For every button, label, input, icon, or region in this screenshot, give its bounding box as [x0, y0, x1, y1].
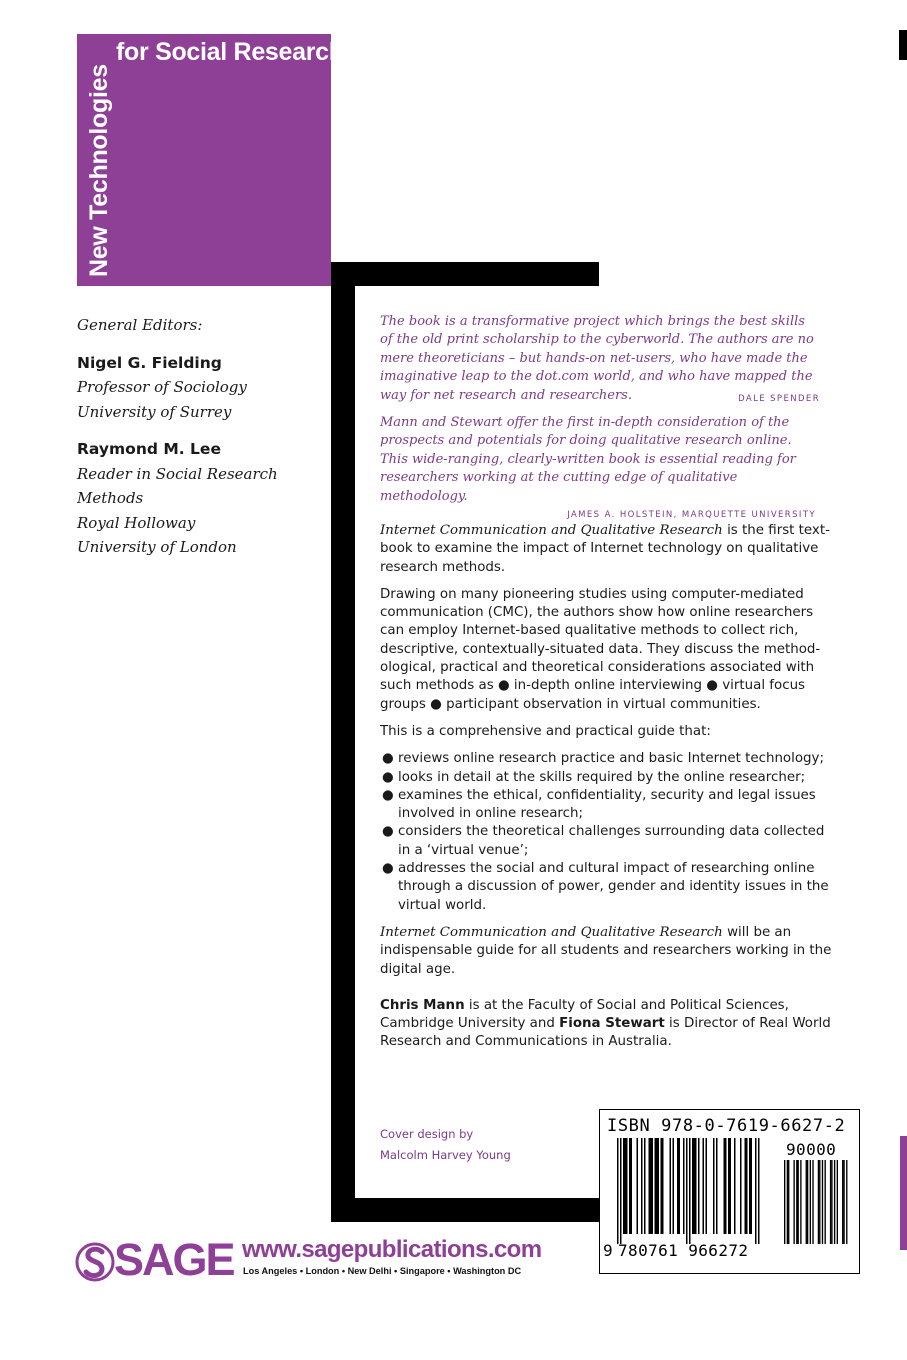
barcode-bar — [724, 1138, 726, 1234]
quote-attribution: DALE SPENDER — [738, 393, 820, 404]
blurb-body — [380, 522, 835, 1061]
list-item: ● considers the theoretical challenges surrounding data collected in a ‘virtual venue’; — [382, 824, 825, 858]
publisher-url[interactable]: www.sagepublications.com — [242, 1236, 542, 1263]
series-title-horizontal: for Social Research — [116, 38, 344, 66]
barcode-bar — [698, 1138, 700, 1234]
quote-text: The book is a transformative project which brings the best skills of the old print scholarship to the cyberworld. The authors are no mere theoreticians – but hands-on net-users, who have made the imaginative leap to the dot.com world, and who have mapped the way for net research and researchers. — [380, 314, 814, 403]
addon-bar — [807, 1160, 808, 1244]
barcode-bar — [730, 1138, 732, 1234]
barcode-bar — [716, 1138, 718, 1234]
review-quote — [380, 414, 820, 524]
editor-line: University of London — [77, 538, 237, 556]
barcode-bar — [623, 1138, 625, 1234]
barcode-bar — [703, 1138, 705, 1234]
blurb-paragraph: This is a comprehensive and practical guide that: — [380, 723, 711, 739]
author-name: Chris Mann — [380, 997, 465, 1013]
publisher-cities: Los Angeles • London • New Delhi • Singapore • Washington DC — [243, 1266, 522, 1276]
editor-line: Royal Holloway — [77, 513, 196, 532]
price-code: 90000 — [786, 1140, 837, 1159]
addon-bar — [822, 1160, 823, 1244]
addon-bar — [812, 1160, 813, 1244]
addon-bar — [798, 1160, 799, 1244]
blurb-paragraph: Drawing on many pioneering studies using computer-mediated communication (CMC), the authors show how online researchers can employ Internet-based qualitative methods to collect rich, descriptive, contextually-situated data. They discuss the method-ological, practical and theoretical considerations associated with such methods as ● in-depth online interviewing ● virtual focus groups ● participant observation in virtual communities. — [380, 586, 821, 712]
list-item: ● examines the ethical, confidentiality, security and legal issues involved in online research; — [382, 787, 816, 822]
addon-bar — [819, 1160, 820, 1244]
barcode-bar — [662, 1138, 664, 1234]
list-item: ● reviews online research practice and basic Internet technology; — [382, 751, 824, 767]
barcode-bar — [637, 1138, 639, 1234]
addon-bar — [837, 1160, 838, 1244]
barcode-bar — [689, 1138, 691, 1244]
editor-line: University of Surrey — [77, 402, 232, 421]
editor-name: Nigel G. Fielding — [77, 353, 222, 372]
barcode-bar — [673, 1138, 675, 1234]
author-name: Fiona Stewart — [559, 1016, 665, 1032]
addon-bar — [831, 1160, 832, 1244]
ean-digits: 780761 966272 — [618, 1241, 749, 1260]
barcode-bar — [713, 1138, 715, 1234]
barcode-bar — [649, 1138, 651, 1234]
barcode-bar — [655, 1138, 657, 1234]
addon-bar — [784, 1160, 785, 1244]
blurb-paragraph: Internet Communication and Qualitative Research is the first text-book to examine the impact of Internet technology on qualitative research methods. — [380, 523, 830, 575]
barcode-bar — [725, 1138, 727, 1234]
barcode-bar — [683, 1138, 685, 1234]
barcode-bar — [686, 1138, 688, 1244]
barcode-bar — [740, 1138, 742, 1234]
corner-crop-mark — [899, 30, 907, 60]
addon-bar — [825, 1160, 826, 1244]
barcode-bar — [626, 1138, 628, 1234]
addon-bar — [796, 1160, 797, 1244]
addon-bar — [834, 1160, 835, 1244]
barcode-bar — [629, 1138, 631, 1234]
series-banner — [77, 34, 331, 286]
barcode-bar — [641, 1138, 643, 1234]
quote-attribution: JAMES A. HOLSTEIN, MARQUETTE UNIVERSITY — [567, 510, 816, 521]
bracket-left-bar — [331, 262, 355, 1222]
addon-bar — [793, 1160, 794, 1244]
barcode-bar — [658, 1138, 660, 1234]
barcode-bar — [661, 1138, 663, 1234]
addon-bar — [788, 1160, 789, 1244]
blurb-paragraph: Internet Communication and Qualitative Research will be an indispensable guide for all students and researchers working in the digital age. — [380, 924, 832, 977]
ean-first-digit: 9 — [603, 1241, 613, 1260]
barcode-bar — [695, 1138, 697, 1234]
method-item: virtual focus groups — [380, 678, 806, 712]
barcode-bar — [652, 1138, 654, 1234]
addon-barcode — [784, 1160, 850, 1244]
ean-barcode — [617, 1138, 769, 1244]
barcode-bar — [692, 1138, 694, 1234]
barcode-bar — [751, 1138, 753, 1234]
editor-line: Reader in Social Research Methods — [77, 464, 278, 507]
barcode-bar — [755, 1138, 757, 1244]
barcode-bar — [758, 1138, 760, 1244]
general-editors-block — [77, 313, 327, 560]
method-item: in-depth online interviewing — [513, 678, 703, 694]
quote-text: Mann and Stewart offer the first in-depth consideration of the prospects and potentials for doing qualitative research online. This wide-ranging, clearly-written book is essential reading for researchers working at the cutting edge of qualitative methodology. — [380, 415, 796, 504]
edge-color-strip — [900, 1136, 907, 1250]
list-item: ● looks in detail at the skills required by the online researcher; — [382, 769, 806, 785]
barcode-bar — [650, 1138, 652, 1234]
editors-heading: General Editors: — [77, 316, 203, 334]
method-item: participant observation in virtual communities. — [446, 696, 761, 712]
barcode-bar — [745, 1138, 747, 1234]
book-title: Internet Communication and Qualitative Research — [380, 924, 723, 940]
sage-s-circle-icon — [75, 1238, 115, 1286]
bracket-top-bar — [331, 262, 599, 286]
feature-list — [380, 750, 835, 915]
barcode-bar — [620, 1138, 622, 1244]
barcode-bar — [746, 1138, 748, 1234]
addon-bar — [818, 1160, 819, 1244]
barcode-bar — [656, 1138, 658, 1234]
barcode-bar — [631, 1138, 633, 1234]
barcode-bar — [728, 1138, 730, 1234]
review-quote — [380, 313, 820, 408]
addon-bar — [787, 1160, 788, 1244]
barcode-bar — [706, 1138, 708, 1234]
barcode-bar — [617, 1138, 619, 1244]
addon-bar — [806, 1160, 807, 1244]
addon-bar — [843, 1160, 844, 1244]
author-bio: Chris Mann is at the Faculty of Social and Political Sciences, Cambridge University and Fiona Stewart is Director of Real World Research and Communications in Australia. — [380, 997, 831, 1050]
addon-bar — [842, 1160, 843, 1244]
bracket-bottom-bar — [331, 1198, 599, 1222]
isbn-number: ISBN 978-0-7619-6627-2 — [607, 1116, 846, 1136]
addon-bar — [830, 1160, 831, 1244]
book-title: Internet Communication and Qualitative Research — [380, 523, 723, 538]
barcode-bar — [625, 1138, 627, 1234]
barcode-bar — [670, 1138, 672, 1234]
series-title-vertical: New Technologies — [85, 64, 113, 277]
list-item: ● addresses the social and cultural impact of researching online through a discussion of power, gender and identity issues in the virtual world. — [382, 861, 829, 913]
barcode-bar — [677, 1138, 679, 1234]
addon-bar — [810, 1160, 811, 1244]
addon-bar — [846, 1160, 847, 1244]
barcode-bar — [644, 1138, 646, 1234]
sage-logo-text: SAGE — [114, 1234, 234, 1285]
barcode-bar — [734, 1138, 736, 1234]
cover-design-credit: Cover design by Malcolm Harvey Young — [380, 1127, 511, 1162]
barcode-bar — [694, 1138, 696, 1234]
addon-bar — [800, 1160, 801, 1244]
editor-line: Professor of Sociology — [77, 378, 247, 396]
editor-name: Raymond M. Lee — [77, 440, 221, 458]
barcode-bar — [749, 1138, 751, 1234]
barcode-bar — [679, 1138, 681, 1234]
